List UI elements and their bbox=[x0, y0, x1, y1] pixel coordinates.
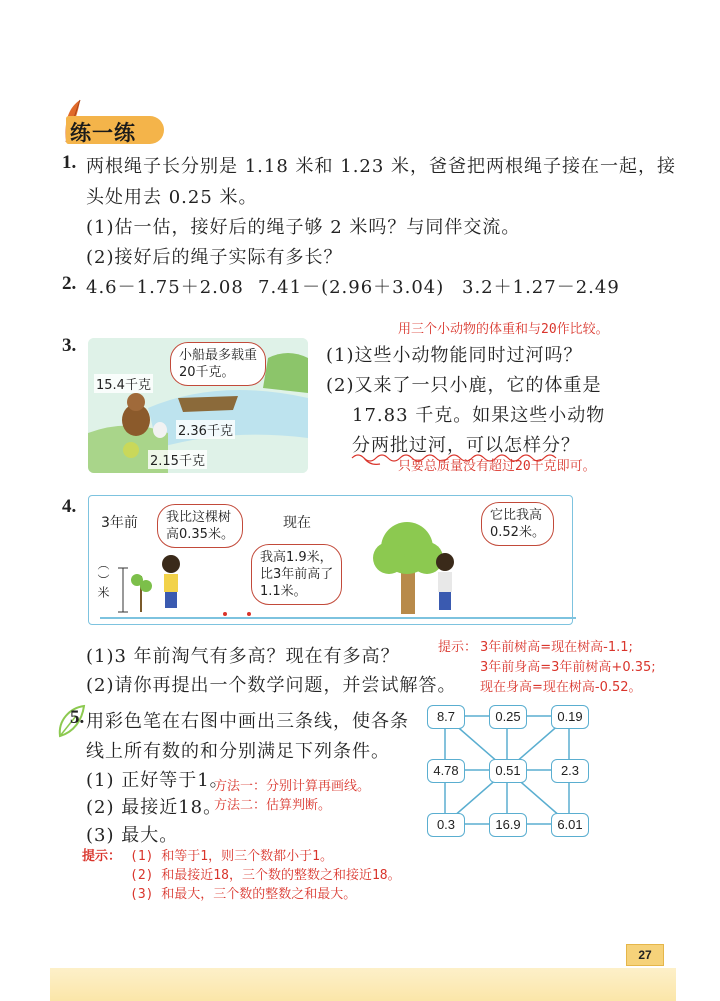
q1-number: 1. bbox=[62, 152, 77, 173]
q4-bubble2-line1: 我高1.9米， bbox=[260, 550, 333, 565]
q3-bubble-line1: 小船最多载重 bbox=[179, 348, 258, 363]
grid-cell: 0.3 bbox=[427, 813, 465, 837]
q4-label-now: 现在 bbox=[283, 515, 311, 531]
q4-illustration bbox=[88, 495, 573, 625]
q4-height-unit: （ ）米 bbox=[96, 558, 110, 598]
q2-expr3: 3.2＋1.27－2.49 bbox=[462, 277, 620, 298]
q3-illustration bbox=[88, 338, 308, 473]
grid-cell: 16.9 bbox=[489, 813, 527, 837]
q1-sub1: (1)估一估，接好后的绳子够 2 米吗？与同伴交流。 bbox=[86, 217, 521, 238]
bottom-band bbox=[50, 968, 676, 1001]
q3-annotation-top: 用三个小动物的体重和与20作比较。 bbox=[398, 322, 609, 337]
q5-method2: 方法二：估算判断。 bbox=[214, 798, 332, 813]
grid-cell: 0.51 bbox=[489, 759, 527, 783]
grid-cell: 6.01 bbox=[551, 813, 589, 837]
q3-weight-rabbit: 2.36千克 bbox=[176, 420, 235, 439]
q3-sub1: (1)这些小动物能同时过河吗？ bbox=[326, 345, 583, 366]
q4-hint-line1: 3年前树高=现在树高-1.1; bbox=[480, 640, 633, 655]
q4-sub2: (2)请你再提出一个数学问题，并尝试解答。 bbox=[86, 675, 457, 696]
q5-method1: 方法一：分别计算再画线。 bbox=[214, 779, 371, 794]
q3-number: 3. bbox=[62, 335, 77, 356]
q5-condition1: (1) 正好等于1。 bbox=[86, 770, 229, 791]
q4-hint-line3: 现在身高=现在树高-0.52。 bbox=[480, 680, 642, 695]
q5-hint-line3: (3) 和最大，三个数的整数之和最大。 bbox=[130, 887, 357, 902]
q3-boat-bubble bbox=[170, 342, 266, 386]
q1-sub2: (2)接好后的绳子实际有多长？ bbox=[86, 247, 343, 268]
number-grid bbox=[425, 700, 589, 840]
q4-label-before: 3年前 bbox=[101, 515, 138, 531]
q1-line2: 头处用去 0.25 米。 bbox=[86, 187, 258, 208]
q3-sub2-line3: 分两批过河，可以怎样分？ bbox=[352, 435, 580, 456]
q3-sub2-line2: 17.83 千克。如果这些小动物 bbox=[352, 405, 606, 426]
q5-hint-line2: (2) 和最接近18，三个数的整数之和接近18。 bbox=[130, 868, 401, 883]
q3-annotation-bottom: 只要总质量没有超过20千克即可。 bbox=[398, 459, 596, 474]
q4-sub1: (1)3 年前淘气有多高？现在有多高？ bbox=[86, 646, 400, 667]
q4-panel-edge bbox=[100, 617, 576, 637]
q4-hint-label: 提示： bbox=[438, 640, 478, 655]
q2-number: 2. bbox=[62, 273, 77, 294]
q4-bubble3-line1: 它比我高 bbox=[490, 508, 543, 523]
q5-line2: 线上所有数的和分别满足下列条件。 bbox=[86, 741, 390, 762]
q4-bubble2-line2: 比3年前高了 bbox=[260, 567, 334, 582]
q3-weight-monkey: 15.4千克 bbox=[94, 374, 153, 393]
q5-condition2: (2) 最接近18。 bbox=[86, 797, 223, 818]
q4-bubble2-line3: 1.1米。 bbox=[260, 584, 307, 599]
page-title: 练一练 bbox=[70, 121, 136, 145]
grid-cell: 4.78 bbox=[427, 759, 465, 783]
grid-cell: 8.7 bbox=[427, 705, 465, 729]
grid-cell: 2.3 bbox=[551, 759, 589, 783]
q2-expr2: 7.41－(2.96＋3.04) bbox=[258, 277, 445, 298]
q4-scene-icon bbox=[89, 496, 572, 624]
q4-bubble1-line2: 高0.35米。 bbox=[166, 527, 234, 542]
section-header bbox=[62, 112, 166, 146]
q3-bubble-line2: 20千克。 bbox=[179, 365, 235, 380]
q4-bubble3-line2: 0.52米。 bbox=[490, 525, 545, 540]
q2-expr1: 4.6－1.75＋2.08 bbox=[86, 277, 244, 298]
q4-bubble1-line1: 我比这棵树 bbox=[166, 510, 232, 525]
q4-hint-line2: 3年前身高=3年前树高+0.35; bbox=[480, 660, 656, 675]
q4-number: 4. bbox=[62, 496, 77, 517]
q3-sub2-line1: (2)又来了一只小鹿，它的体重是 bbox=[326, 375, 602, 396]
grid-cell: 0.25 bbox=[489, 705, 527, 729]
q3-weight-bird: 2.15千克 bbox=[148, 450, 207, 469]
q5-condition3: (3) 最大。 bbox=[86, 825, 179, 846]
page-number: 27 bbox=[626, 944, 664, 966]
q5-hint-line1: (1) 和等于1，则三个数都小于1。 bbox=[130, 849, 333, 864]
q1-line1: 两根绳子长分别是 1.18 米和 1.23 米，爸爸把两根绳子接在一起，接 bbox=[86, 156, 677, 177]
grid-cell: 0.19 bbox=[551, 705, 589, 729]
q5-number: 5. bbox=[70, 707, 85, 728]
q5-hint-label: 提示： bbox=[82, 849, 122, 864]
q5-line1: 用彩色笔在右图中画出三条线，使各条 bbox=[86, 711, 409, 732]
